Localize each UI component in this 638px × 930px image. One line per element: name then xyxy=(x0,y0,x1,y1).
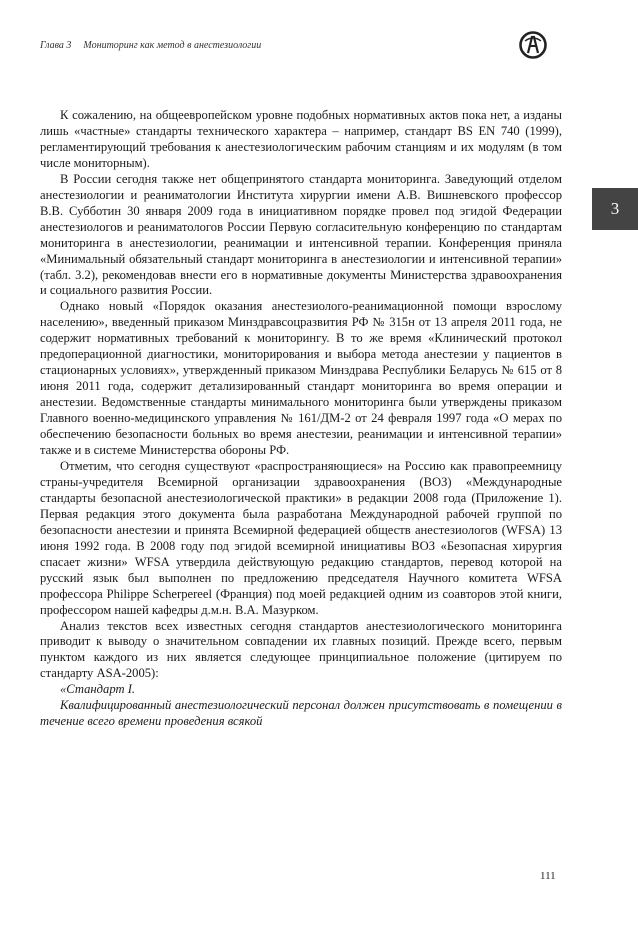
chapter-label: Глава 3 xyxy=(40,40,72,51)
page-number: 111 xyxy=(540,870,556,882)
paragraph: Отметим, что сегодня существуют «распространяющиеся» на Россию как правопреемницу страны-учредителя Всемирной организации здравоохранения (ВОЗ) «Международные стандарты безопасной анестезиологической практики» в редакции 2008 года (Приложение 1). Первая редакция этого документа была разработана Международной рабочей группой по безопасности анестезии и принята Всемирной федерацией обществ анестезиологов (WFSA) 13 июня 1992 года. В 2008 году под эгидой всемирной инициативы ВОЗ «Безопасная хирургия спасает жизни» WFSA утвердила действующую редакцию стандартов, перевод которой на русский язык был выполнен по предложению председателя Научного комитета WFSA профессора Philippe Scherpereel (Франция) под моей редакцией одним из соавторов этой книги, профессором нашей кафедры д.м.н. В.А. Мазурком. xyxy=(40,458,562,617)
chapter-tab xyxy=(592,188,638,230)
paragraph: В России сегодня также нет общепринятого стандарта мониторинга. Заведующий отделом анестезиологии и реаниматологии Института хирургии имени А.В. Вишневского профессор В.В. Субботин 30 января 2009 года в инициативном порядке провел под эгидой Федерации анестезиологов и реаниматологов России Первую согласительную конференцию по стандартам мониторинга в анестезиологии, реанимации и интенсивной терапии. Конференция приняла «Минимальный обязательный стандарт мониторинга в анестезиологии и интенсивной терапии» (табл. 3.2), рекомендовав внести его в нормативные документы Министерства здравоохранения и социального развития России. xyxy=(40,171,562,298)
chapter-tab-number: 3 xyxy=(610,199,620,218)
italic-paragraph: «Стандарт I. xyxy=(60,682,136,697)
publisher-logo-icon xyxy=(519,31,547,59)
paragraph: Однако новый «Порядок оказания анестезиолого-реанимационной помощи взрослому населению», введенный приказом Минздравсоцразвития РФ № 315н от 13 апреля 2011 года, не содержит нормативных требований к мониторингу. В то же время «Клинический протокол предоперационной диагностики, мониторирования и выбора метода анестезии у пациентов в стационарных условиях», утвержденный приказом Минздрава Республики Беларусь № 615 от 8 июня 2011 года, содержит детализированный стандарт мониторинга во время операции и анестезии. Ведомственные стандарты минимального мониторинга были утверждены приказом Главного военно-медицинского управления № 161/ДМ-2 от 24 февраля 1997 года «О мерах по обеспечению безопасности больных во время анестезии, реанимации и интенсивной терапии» также и в системе Министерства обороны РФ. xyxy=(40,299,562,458)
running-header xyxy=(40,40,261,51)
chapter-title: Мониторинг как метод в анестезиологии xyxy=(83,40,262,51)
body-text xyxy=(40,108,562,730)
paragraph: К сожалению, на общеевропейском уровне подобных нормативных актов пока нет, а изданы лишь «частные» стандарты технического характера – например, стандарт BS EN 740 (1999), регламентирующий требования к анестезиологическим рабочим станциям и их модулям (в том числе мониторным). xyxy=(40,108,562,170)
italic-paragraph: Квалифицированный анестезиологический персонал должен присутствовать в помещении в течение всего времени проведения всякой xyxy=(40,698,562,729)
paragraph: Анализ текстов всех известных сегодня стандартов анестезиологического мониторинга приводит к выводу о значительном совпадении их главных позиций. Прежде всего, первым пунктом каждого из них является следующее принципиальное положение (цитируем по стандарту ASA-2005): xyxy=(40,618,562,681)
